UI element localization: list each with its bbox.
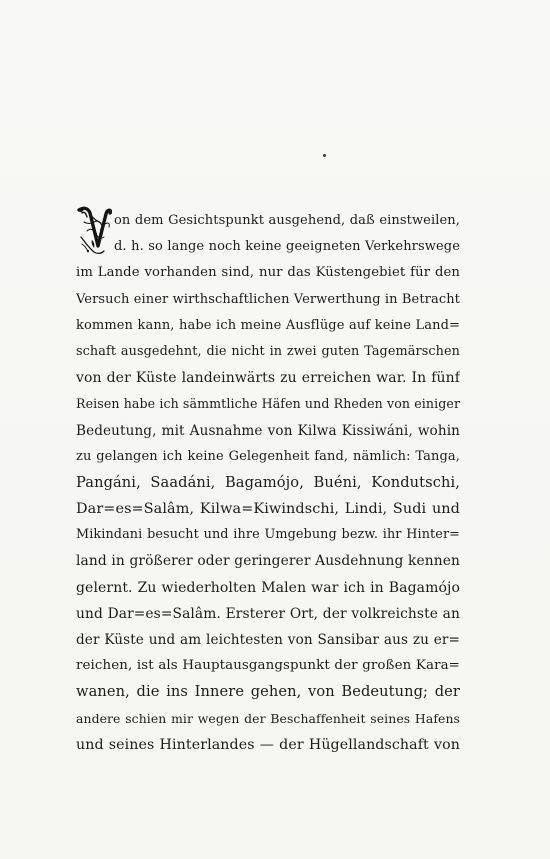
text-line: Reisen habe ich sämmtliche Häfen und Rheden von einiger <box>76 396 460 412</box>
text-line: schaft ausgedehnt, die nicht in zwei guten Tagemärschen <box>76 343 460 359</box>
text-line: Pangáni, Saadáni, Bagamójo, Buéni, Kondutschi, <box>76 473 460 491</box>
text-line: Versuch einer wirthschaftlichen Verwerthung in Betracht <box>76 291 460 307</box>
text-line: land in größerer oder geringerer Ausdehnung kennen <box>76 553 460 570</box>
text-line: wanen, die ins Innere gehen, von Bedeutung; der <box>76 683 460 701</box>
text-line: von der Küste landeinwärts zu erreichen war. In fünf <box>76 370 460 387</box>
page-mark-dot <box>323 154 326 157</box>
text-line: Dar=es=Salâm, Kilwa=Kiwindschi, Lindi, Sudi und <box>76 501 460 518</box>
text-line: im Lande vorhanden sind, nur das Küstengebiet für den <box>76 265 460 281</box>
text-line: der Küste und am leichtesten von Sansibar aus zu er= <box>76 632 460 648</box>
body-text <box>76 208 460 758</box>
text-line: reichen, ist als Hauptausgangspunkt der großen Kara= <box>76 658 460 674</box>
text-line: Mikindani besucht und ihre Umgebung bezw. ihr Hinter= <box>76 527 460 543</box>
text-line: zu gelangen ich keine Gelegenheit fand, nämlich: Tanga, <box>76 448 460 464</box>
text-line: Bedeutung, mit Ausnahme von Kilwa Kissiwáni, wohin <box>76 422 460 439</box>
text-line: on dem Gesichtspunkt ausgehend, daß einstweilen, <box>114 213 460 228</box>
text-line: und Dar=es=Salâm. Ersterer Ort, der volkreichste an <box>76 605 460 622</box>
text-line: kommen kann, habe ich meine Ausflüge auf keine Land= <box>76 317 460 333</box>
text-line: andere schien mir wegen der Beschaffenheit seines Hafens <box>76 710 460 726</box>
text-line: gelernt. Zu wiederholten Malen war ich in Bagamójo <box>76 579 460 596</box>
text-line: und seines Hinterlandes — der Hügellandschaft von <box>76 736 460 753</box>
text-line: d. h. so lange noch keine geeigneten Verkehrswege <box>114 239 460 255</box>
